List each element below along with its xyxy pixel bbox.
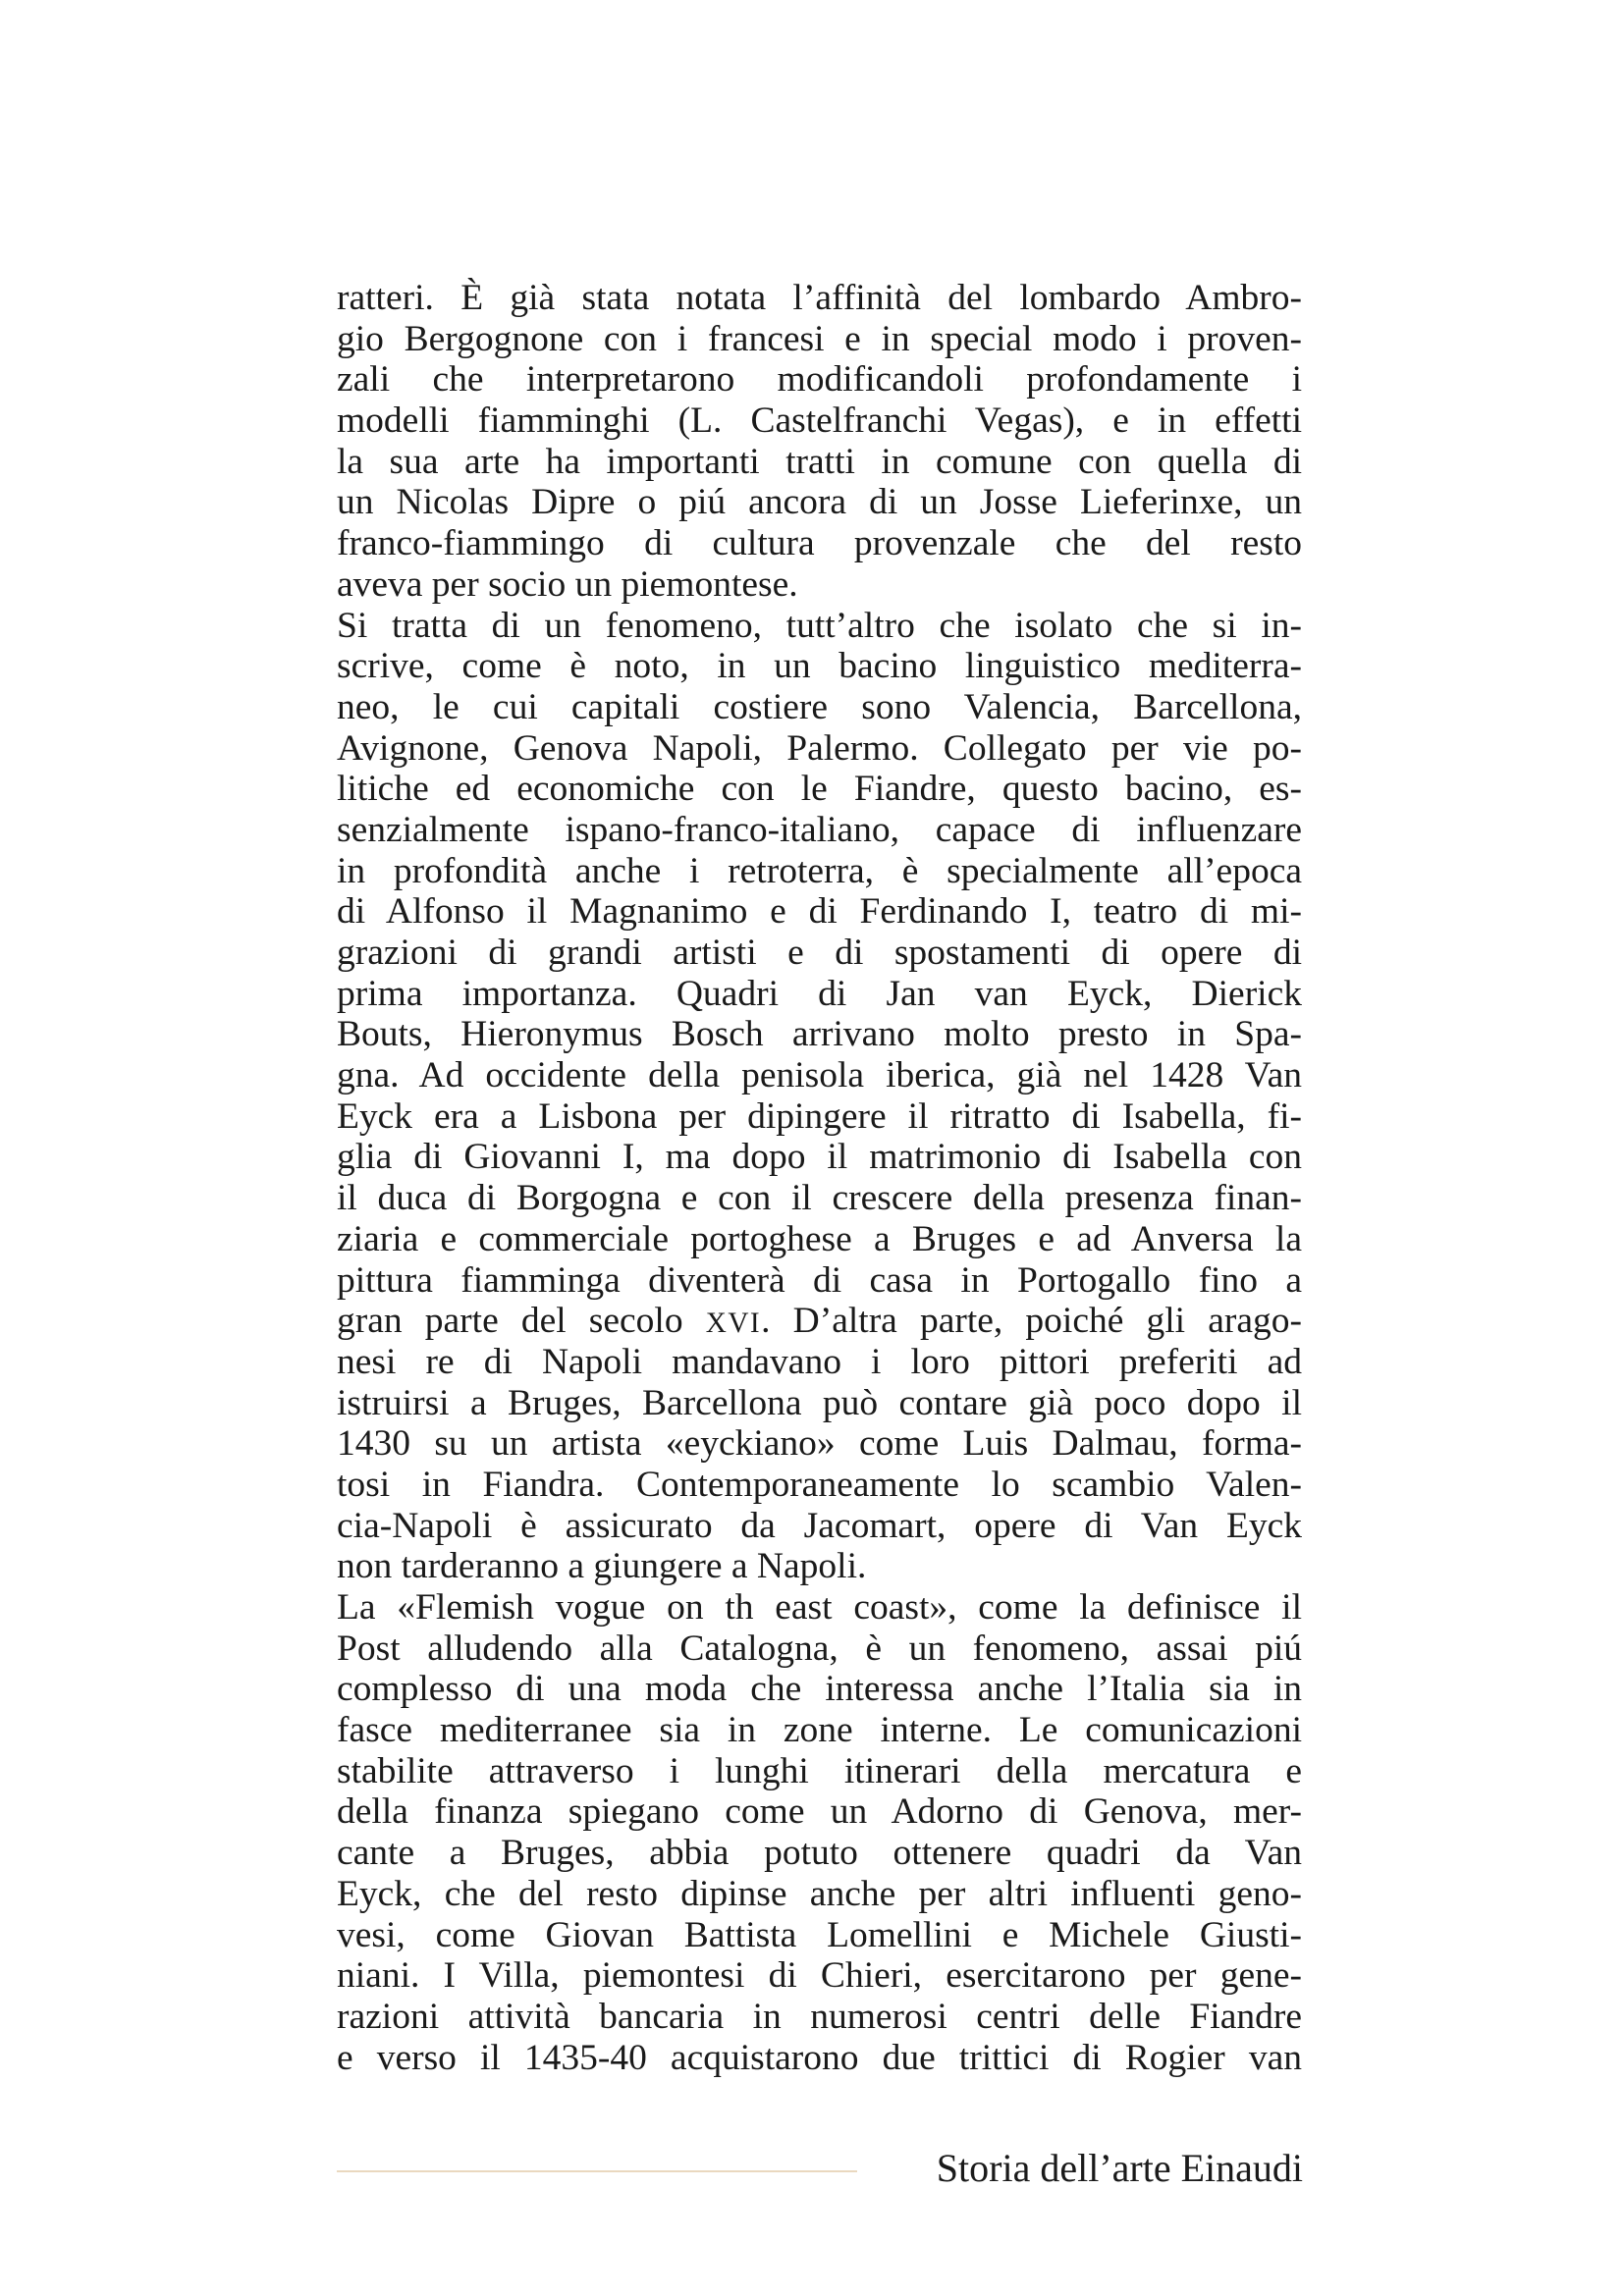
text-line: stabilite attraverso i lunghi itinerari della mercatura e (337, 1750, 1302, 1791)
text-line: il duca di Borgogna e con il crescere della presenza finan- (337, 1178, 1302, 1219)
text-line: un Nicolas Dipre o piú ancora di un Josse Lieferinxe, un (337, 482, 1302, 523)
text-line: nesi re di Napoli mandavano i loro pittori preferiti ad (337, 1341, 1302, 1382)
text-line: grazioni di grandi artisti e di spostamenti di opere di (337, 933, 1302, 973)
text-line: di Alfonso il Magnanimo e di Ferdinando I, teatro di mi- (337, 891, 1302, 933)
text-line: neo, le cui capitali costiere sono Valencia, Barcellona, (337, 686, 1302, 727)
roman-numeral: XVI (705, 1308, 762, 1340)
text-line: gna. Ad occidente della penisola iberica, già nel 1428 Van (337, 1055, 1302, 1096)
text-line: razioni attività bancaria in numerosi centri delle Fiandre (337, 1996, 1302, 2037)
text-line: in profondità anche i retroterra, è specialmente all’epoca (337, 850, 1302, 891)
text-line: ziaria e commerciale portoghese a Bruges e ad Anversa la (337, 1218, 1302, 1259)
text-line: Eyck era a Lisbona per dipingere il ritratto di Isabella, fi- (337, 1095, 1302, 1137)
text-line: scrive, come è noto, in un bacino linguistico mediterra- (337, 646, 1302, 687)
text-line: gran parte del secolo XVI. D’altra parte, poiché gli arago- (337, 1301, 1302, 1342)
text-line: litiche ed economiche con le Fiandre, questo bacino, es- (337, 769, 1302, 810)
footer-rule (337, 2170, 857, 2172)
text-line: vesi, come Giovan Battista Lomellini e Michele Giusti- (337, 1914, 1302, 1955)
text-line: cia-Napoli è assicurato da Jacomart, opere di Van Eyck (337, 1505, 1302, 1546)
text-line: gio Bergognone con i francesi e in special modo i proven- (337, 318, 1302, 359)
text-line: pittura fiamminga diventerà di casa in Portogallo fino a (337, 1259, 1302, 1301)
text-line: Eyck, che del resto dipinse anche per altri influenti geno- (337, 1873, 1302, 1914)
text-line: Avignone, Genova Napoli, Palermo. Collegato per vie po- (337, 727, 1302, 769)
text-line: zali che interpretarono modificandoli profondamente i (337, 359, 1302, 400)
paragraph-2 (337, 606, 1302, 1588)
text-line: franco-fiammingo di cultura provenzale che del resto (337, 523, 1302, 564)
text-line: Bouts, Hieronymus Bosch arrivano molto presto in Spa- (337, 1014, 1302, 1055)
text-line: non tarderanno a giungere a Napoli. (337, 1546, 867, 1587)
text-line: istruirsi a Bruges, Barcellona può contare già poco dopo il (337, 1382, 1302, 1423)
text-line: e verso il 1435-40 acquistarono due trittici di Rogier van (337, 2037, 1302, 2078)
text-line: la sua arte ha importanti tratti in comune con quella di (337, 441, 1302, 482)
text-line: fasce mediterranee sia in zone interne. Le comunicazioni (337, 1710, 1302, 1751)
body-text (337, 278, 1302, 2078)
text-line: glia di Giovanni I, ma dopo il matrimonio di Isabella con (337, 1137, 1302, 1178)
text-line: senzialmente ispano-franco-italiano, capace di influenzare (337, 809, 1302, 850)
text-line: cante a Bruges, abbia potuto ottenere quadri da Van (337, 1833, 1302, 1874)
paragraph-3 (337, 1587, 1302, 2078)
text-line: ratteri. È già stata notata l’affinità del lombardo Ambro- (337, 278, 1302, 318)
paragraph-1 (337, 278, 1302, 606)
text-line: complesso di una moda che interessa anche l’Italia sia in (337, 1669, 1302, 1710)
text-line: modelli fiamminghi (L. Castelfranchi Vegas), e in effetti (337, 400, 1302, 442)
text-line: della finanza spiegano come un Adorno di Genova, mer- (337, 1791, 1302, 1833)
text-line: Post alludendo alla Catalogna, è un fenomeno, assai piú (337, 1628, 1302, 1669)
text-line: aveva per socio un piemontese. (337, 563, 798, 605)
text-line: La «Flemish vogue on th east coast», come la definisce il (337, 1587, 1302, 1628)
text-line: tosi in Fiandra. Contemporaneamente lo scambio Valen- (337, 1464, 1302, 1505)
text-line: prima importanza. Quadri di Jan van Eyck, Dierick (337, 973, 1302, 1014)
footer-title: Storia dell’arte Einaudi (936, 2146, 1303, 2190)
text-line: niani. I Villa, piemontesi di Chieri, esercitarono per gene- (337, 1955, 1302, 1997)
text-line: Si tratta di un fenomeno, tutt’altro che isolato che si in- (337, 605, 1302, 646)
text-line: 1430 su un artista «eyckiano» come Luis Dalmau, forma- (337, 1423, 1302, 1465)
